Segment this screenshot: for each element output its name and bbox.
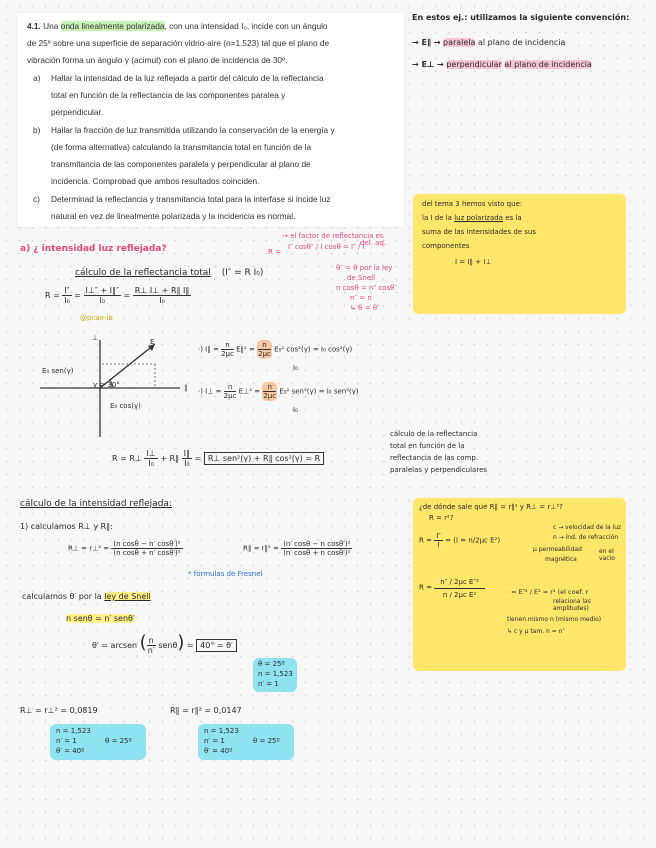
problem-intro-line3: vibración forma un ángulo γ (acimut) con el plano de incidencia de 30º.	[27, 55, 288, 65]
boxed-theta: 40° = θ′	[196, 639, 237, 652]
fraction	[221, 341, 234, 358]
note-side: n → índ. de refracción	[553, 534, 619, 541]
diagram-label-gamma: γ = 30°	[93, 381, 120, 389]
eq-lhs: R =	[419, 583, 432, 592]
fraction	[84, 286, 121, 305]
item-c-label: c)	[33, 194, 40, 204]
fraction	[224, 383, 237, 400]
eq-lhs: R∥ = r∥² =	[243, 544, 279, 553]
num: n	[221, 341, 234, 350]
note-equation	[419, 532, 500, 549]
item-b-line: incidencia. Comprobad que ambos resultados coinciden.	[51, 176, 260, 186]
convention-line-parallel	[412, 38, 565, 47]
convention-line-perpendicular	[412, 60, 592, 69]
item-a-label: a)	[33, 73, 41, 83]
highlight-perpendicular: perpendicular	[446, 60, 502, 69]
note-side: μ permeabilidad	[533, 546, 582, 553]
note-text: la I de la	[422, 214, 452, 222]
note-line: ¿de dónde sale que R∥ = r∥² y R⊥ = r⊥²?	[419, 503, 563, 511]
sticky-note-polarized-intensity	[413, 194, 626, 314]
den: I₀	[148, 459, 154, 468]
note-line: tienen mismo n (mismo medio)	[507, 616, 602, 623]
num: I⊥	[146, 449, 156, 458]
eq-rhs: = (I = n/2μc E²)	[445, 536, 501, 545]
item-c-line: Determinad la reflectancia y transmitancia total para la interfase si incide luz	[51, 194, 331, 204]
r-perp-result: R⊥ = r⊥² = 0,0819	[20, 706, 98, 715]
reflectance-note: paralelas y perpendiculares	[390, 466, 488, 474]
eq-lhs: ·) I⊥ =	[198, 387, 222, 396]
eq-term: + R∥	[160, 454, 180, 463]
eq-lhs: θ′ = arcsen	[92, 641, 138, 650]
cyan-line: n = 1,523	[56, 727, 91, 735]
item-b-line: Hallar la fracción de luz transmitida utilizando la conservación de la energía y	[51, 125, 335, 135]
note-text: es la	[505, 214, 522, 222]
diagram-label-e: E	[150, 338, 155, 346]
den: 2μc	[258, 350, 271, 358]
total-reflectance-equation: R = R⊥ $\frac{I\perp}{\text{I₀}}$ + R∥ $\frac{I\parallel}{\text{I₀}}$ = R⊥ sen²(γ) + R∥ cos²(γ) = R	[112, 449, 324, 468]
reflectance-note: reflectancia de las comp.	[390, 454, 479, 462]
title-text: cálculo de la reflectancia total	[75, 268, 211, 278]
diagram-label-ecos: E₀ cos(γ)	[110, 402, 141, 410]
eq-mid: E⊥² =	[238, 387, 261, 396]
den: I₀	[99, 296, 106, 305]
cyan-line: n′ = 1	[258, 680, 279, 688]
fraction	[133, 286, 192, 305]
pink-note: n cosθ = n″ cosθ″	[336, 284, 397, 292]
i0-annotation: I₀	[293, 406, 298, 414]
cyan-line: n′ = 1	[204, 737, 225, 745]
item-b-line: (de forma alternativa) calculando la transmitancia total en función de la	[51, 142, 312, 152]
author-tag: @pcae-ib	[80, 314, 113, 322]
item-b-line: transmitancia de las componentes paralela y perpendicular al plano de	[51, 159, 311, 169]
convention-text: al plano de incidencia	[478, 38, 566, 47]
num: I″	[436, 532, 441, 540]
eq-term: R⊥	[129, 454, 142, 463]
den: 2μc	[223, 392, 237, 400]
den: (n cosθ + n′ cosθ′)²	[113, 549, 181, 557]
note-formula: I = I∥ + I⊥	[455, 258, 492, 266]
den: n / 2μc E²	[442, 591, 477, 599]
note-side: c → velocidad de la luz	[553, 524, 622, 531]
reflectance-equation: R = $\frac{I''}{\text{I₀}}$ = $\frac{I\perp'' + I\parallel''}{\text{I₀}}$ = $\frac{R\perp I\perp + R\parallel I\parallel}{\text{I₀}}$	[45, 286, 190, 305]
sticky-note-r-squared	[413, 498, 626, 671]
note-side: magnética	[545, 556, 577, 563]
eq-mid: E∥² =	[236, 345, 255, 354]
intro-text: , con una intensidad I₀, incide con un ángulo	[164, 21, 328, 31]
r-perp-fresnel	[68, 540, 183, 557]
fraction	[182, 449, 192, 468]
den: n′	[147, 646, 155, 655]
fraction-highlight	[257, 340, 272, 359]
cyan-line: θ′ = 40º	[204, 747, 233, 755]
note-underlined: luz polarizada	[454, 214, 503, 222]
eq-result: I₀ sen²(γ)	[326, 387, 359, 396]
item-a-line: perpendicular.	[51, 107, 104, 117]
step1-label: 1) calculamos R⊥ y R∥:	[20, 522, 113, 531]
num: n	[263, 383, 276, 392]
diagram-label-esen: E₀ sen(γ)	[42, 367, 74, 375]
num: R⊥ I⊥ + R∥ I∥	[134, 286, 190, 295]
den: 2μc	[221, 350, 234, 358]
fraction	[281, 540, 352, 557]
highlight-parallel: paralela	[443, 38, 476, 47]
den: I₀	[184, 459, 190, 468]
eq-e: E₀² cos²(γ) =	[274, 345, 319, 354]
pink-note: ↳ θ = θ″	[350, 304, 380, 312]
convention-symbol: → E⊥ →	[412, 60, 444, 69]
snell-title	[22, 592, 151, 601]
eq-e: E₀² sen²(γ) =	[279, 387, 325, 396]
pink-note: R =	[268, 248, 281, 256]
reflectance-calc-title	[75, 268, 263, 278]
num: (n cosθ − n′ cosθ′)²	[113, 540, 181, 548]
theta-prime-equation: θ′ = arcsen ( $\frac{n}{n'}$ senθ) = 40° = θ′	[92, 632, 237, 655]
cyan-values-3	[198, 724, 294, 760]
eq-sen: senθ	[158, 641, 178, 650]
num: n	[258, 341, 271, 350]
convention-text: al plano de incidencia	[504, 60, 592, 69]
intro-text: Una	[43, 21, 59, 31]
cyan-line: θ = 25º	[253, 737, 280, 745]
fraction-highlight	[262, 382, 277, 401]
highlight-polarized-wave: onda linealmente polarizada	[60, 21, 165, 31]
note-side: en el vacío	[599, 548, 615, 562]
cyan-line: θ′ = 40º	[56, 747, 85, 755]
eq-lhs: R⊥ = r⊥² =	[68, 544, 110, 553]
reflectance-note: total en función de la	[390, 442, 465, 450]
i-parallel-equation	[198, 340, 352, 359]
boxed-result: R⊥ sen²(γ) + R∥ cos²(γ) = R	[204, 452, 324, 465]
den: 2μc	[263, 392, 277, 400]
problem-intro-line2: de 25º sobre una superficie de separación vidrio-aire (n=1.523) tal que el plano de	[27, 38, 330, 48]
item-b-label: b)	[33, 125, 41, 135]
cyan-values-1	[253, 658, 297, 692]
part-a-heading	[20, 244, 167, 254]
num: n″ / 2μc E″²	[434, 576, 485, 589]
fraction	[62, 286, 71, 305]
problem-statement	[17, 13, 404, 227]
num: (n′ cosθ − n cosθ′)²	[283, 540, 351, 548]
reflectance-note: cálculo de la reflectancia	[390, 430, 478, 438]
pink-note: de Snell	[347, 274, 376, 282]
item-a-line: total en función de la reflectancia de las componentes paralea y	[51, 90, 286, 100]
note-line	[422, 214, 522, 222]
note-line: ↳ c y μ tam. n = n″	[507, 628, 565, 635]
note-line: suma de las intensidades de sus	[422, 228, 537, 236]
snell-text: calculamos θ′ por la	[22, 592, 102, 601]
item-a-line: Hallar la intensidad de la luz reflejada a partir del cálculo de la reflectancia	[51, 73, 324, 83]
r-par-result: R∥ = r∥² = 0,0147	[170, 706, 242, 715]
eq-sign: =	[186, 641, 194, 650]
problem-number: 4.1.	[27, 21, 41, 31]
convention-title: En estos ej.: utilizamos la siguiente convención:	[412, 13, 630, 22]
diagram-label-par: ∥	[184, 384, 188, 392]
cyan-line: n′ = 1	[56, 737, 77, 745]
fraction	[434, 532, 443, 549]
eq-lhs: R =	[112, 454, 127, 463]
eq-lhs: R =	[45, 291, 60, 300]
fraction	[144, 449, 157, 468]
fresnel-note: * fórmulas de Fresnel	[188, 570, 263, 578]
snell-eq: n senθ = n′ senθ′	[66, 614, 135, 623]
r-par-fresnel	[243, 540, 352, 557]
eq-result: I₀ cos²(γ)	[320, 345, 353, 354]
num: I∥	[183, 449, 191, 458]
diagram-label-perp: ⊥	[92, 334, 99, 342]
eq-lhs: ·) I∥ =	[198, 345, 219, 354]
num: I⊥″ + I∥″	[85, 286, 119, 295]
cyan-line: n = 1,523	[204, 727, 239, 735]
fraction	[434, 576, 485, 599]
pink-note: I″ cosθ″ / I cosθ = I″ / I	[288, 243, 365, 251]
note-line: relaciona las amplitudes)	[553, 598, 591, 612]
note-line: = E″² / E² = r² (el coef. r	[511, 588, 589, 596]
den: I₀	[159, 296, 165, 305]
eq-lhs: R =	[419, 536, 432, 545]
title-paren: (I″ = R I₀)	[221, 268, 264, 278]
pink-note: θ″ = θ por la ley	[336, 264, 393, 272]
fraction	[111, 540, 182, 557]
cyan-line: θ = 25º	[105, 737, 132, 745]
note-line: componentes	[422, 242, 470, 250]
note-line: del tema 3 hemos visto que:	[422, 200, 523, 208]
pink-note: → el factor de reflectancia es	[282, 232, 384, 240]
den: (n′ cosθ + n cosθ′)²	[283, 549, 351, 557]
fraction	[147, 636, 156, 655]
i0-annotation: I₀	[293, 364, 298, 372]
intensity-heading: cálculo de la intensidad reflejada:	[20, 499, 172, 509]
num: n	[148, 636, 154, 645]
cyan-values-2	[50, 724, 146, 760]
num: I″	[64, 286, 70, 295]
cyan-line: n = 1,523	[258, 670, 293, 678]
vector-diagram	[40, 332, 200, 442]
convention-symbol: → E∥ →	[412, 38, 441, 47]
snell-equation	[66, 614, 135, 623]
i-perp-equation	[198, 382, 359, 401]
num: n	[224, 383, 237, 392]
pink-note: n″ = n	[350, 294, 372, 302]
pink-note: del. aq.	[360, 239, 387, 247]
heading-text: a) ¿ intensidad luz reflejada?	[20, 244, 167, 254]
cyan-line: θ = 25º	[258, 660, 285, 668]
snell-highlight: ley de Snell	[104, 592, 151, 601]
note-line: R = r²?	[429, 514, 454, 522]
den: I	[437, 541, 440, 549]
problem-intro-line1	[27, 18, 397, 35]
note-big-equation	[419, 576, 485, 599]
den: I₀	[64, 296, 70, 305]
item-c-line: natural en vez de linealmente polarizada y la incidencia es normal.	[51, 211, 296, 221]
